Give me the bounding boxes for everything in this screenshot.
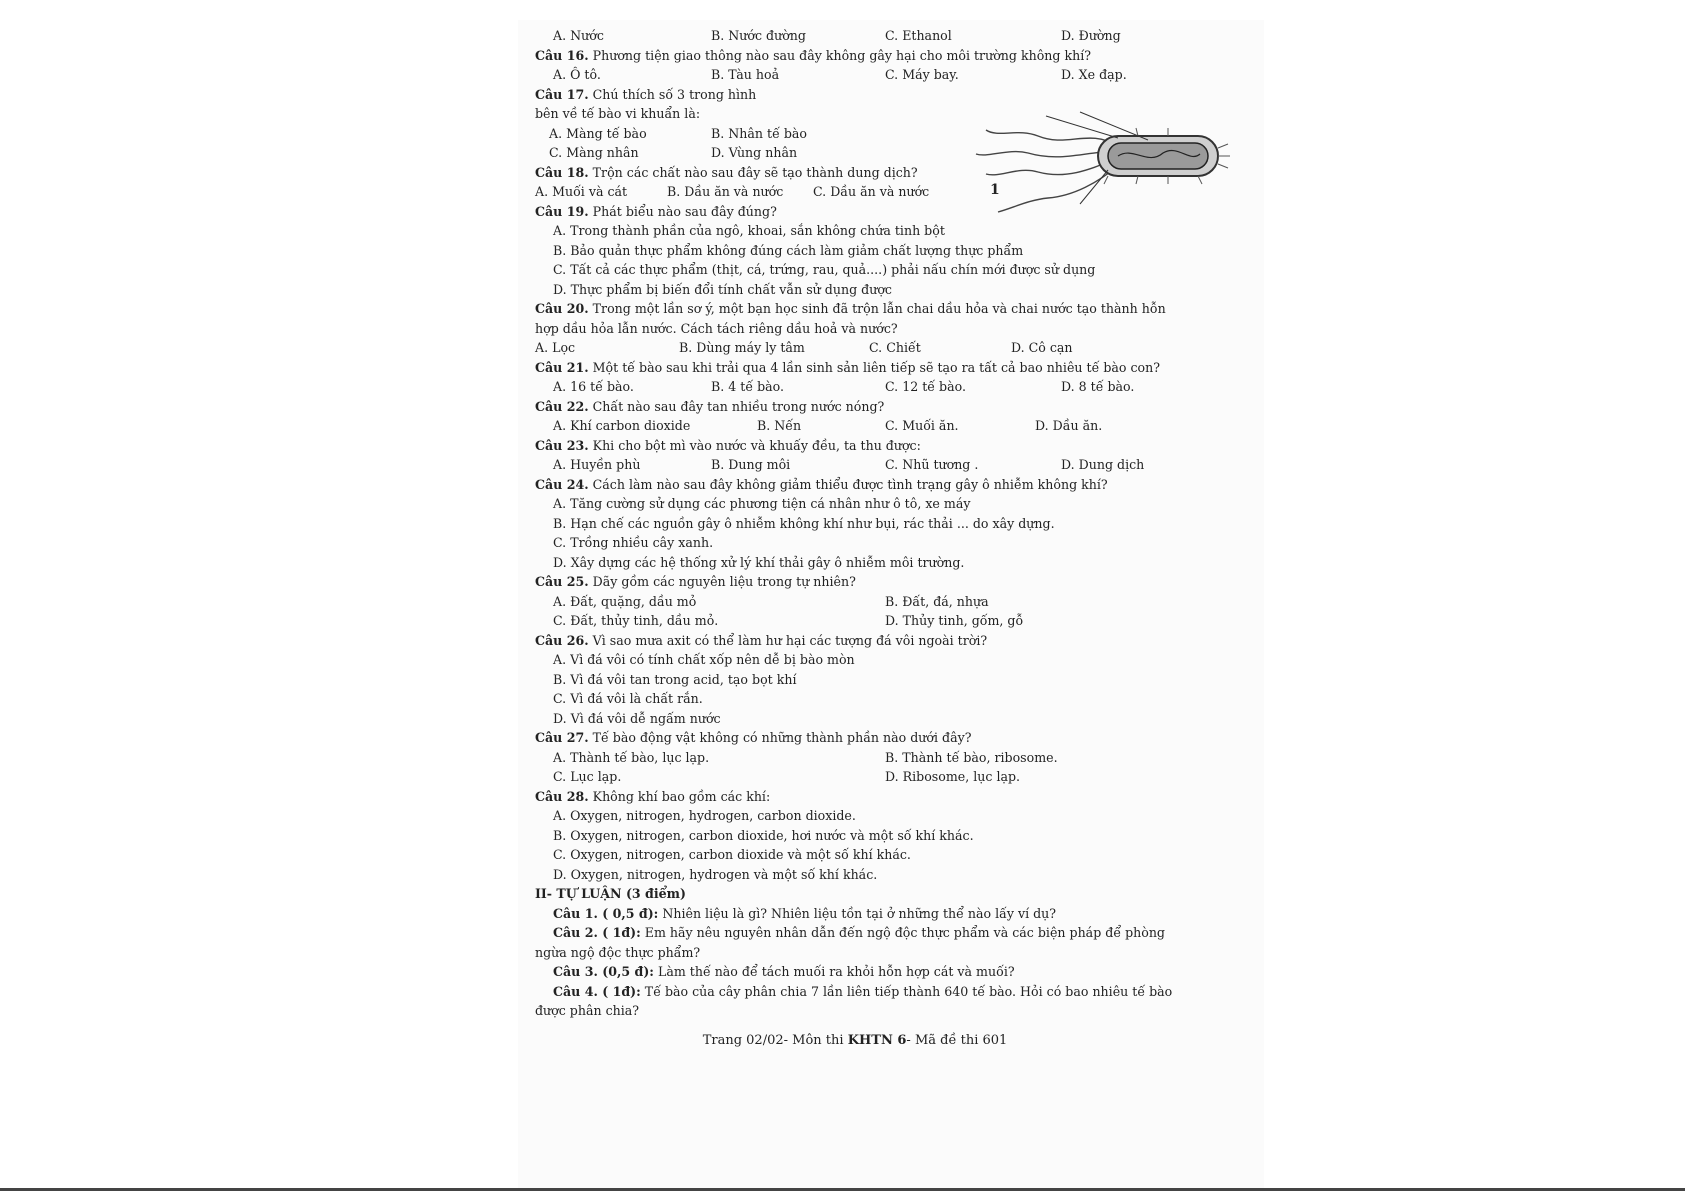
- option: C. Chiết: [869, 340, 921, 355]
- option: A. Thành tế bào, lục lạp.: [553, 749, 710, 765]
- question-23: [535, 436, 1215, 456]
- essay-label: Câu 1. ( 0,5 đ):: [553, 905, 659, 921]
- q25-options-2: [535, 611, 1215, 631]
- option: A. Đất, quặng, dầu mỏ: [553, 593, 697, 609]
- q20-options: [535, 338, 1215, 358]
- option: D. 8 tế bào.: [1061, 379, 1135, 394]
- question-number: Câu 20.: [535, 301, 589, 316]
- question-number: Câu 19.: [535, 203, 589, 219]
- question-number: Câu 16.: [535, 47, 589, 63]
- question-text: Khi cho bột mì vào nước và khuấy đều, ta thu được:: [592, 437, 921, 453]
- essay-text: Nhiên liệu là gì? Nhiên liệu tồn tại ở những thể nào lấy ví dụ?: [662, 905, 1057, 921]
- option: B. Hạn chế các nguồn gây ô nhiễm không khí như bụi, rác thải ... do xây dựng.: [553, 515, 1055, 531]
- option: C. Tất cả các thực phẩm (thịt, cá, trứng, rau, quả....) phải nấu chín mới được sử dụng: [553, 262, 1096, 277]
- essay-question-1: [535, 904, 1215, 924]
- page-footer: [535, 1031, 1175, 1051]
- question-number: Câu 25.: [535, 574, 589, 589]
- question-text: Cách làm nào sau đây không giảm thiểu được tình trạng gây ô nhiễm không khí?: [592, 476, 1108, 492]
- option: B. 4 tế bào.: [711, 379, 785, 394]
- option: A. Ô tô.: [553, 67, 601, 82]
- option: C. Màng nhân: [549, 145, 639, 160]
- question-25: [535, 572, 1215, 592]
- option: A. Huyền phù: [553, 457, 641, 472]
- option: B. Đất, đá, nhựa: [885, 593, 989, 609]
- option: D. Ribosome, lục lạp.: [885, 769, 1021, 784]
- question-24: [535, 475, 1215, 495]
- question-text: Phương tiện giao thông nào sau đây không gây hại cho môi trường không khí?: [592, 47, 1091, 63]
- option: D. Xây dựng các hệ thống xử lý khí thải gây ô nhiễm môi trường.: [553, 554, 965, 570]
- option: C. Dầu ăn và nước: [813, 184, 930, 199]
- option: D. Dầu ăn.: [1035, 418, 1103, 433]
- essay-label: Câu 4. ( 1đ):: [553, 983, 641, 999]
- question-text: Chất nào sau đây tan nhiều trong nước nóng?: [592, 398, 885, 414]
- essay-text-cont: được phân chia?: [535, 1003, 640, 1018]
- option: C. Máy bay.: [885, 67, 959, 82]
- question-text: Phát biểu nào sau đây đúng?: [592, 203, 777, 219]
- question-number: Câu 23.: [535, 437, 589, 453]
- option: D. Đường: [1061, 28, 1121, 43]
- option: B. Oxygen, nitrogen, carbon dioxide, hơi nước và một số khí khác.: [553, 827, 974, 843]
- option: B. Dầu ăn và nước: [667, 184, 784, 199]
- option: A. 16 tế bào.: [553, 379, 634, 394]
- option: C. Oxygen, nitrogen, carbon dioxide và một số khí khác.: [553, 847, 911, 862]
- essay-text: Làm thế nào để tách muối ra khỏi hỗn hợp cát và muối?: [657, 964, 1015, 979]
- question-number: Câu 27.: [535, 730, 589, 745]
- option: D. Thủy tinh, gốm, gỗ: [885, 613, 1024, 628]
- question-text: Trong một lần sơ ý, một bạn học sinh đã trộn lẫn chai dầu hỏa và chai nước tạo thành hỗn: [592, 301, 1166, 316]
- option: A. Màng tế bào: [549, 125, 647, 141]
- option: C. Trồng nhiều cây xanh.: [553, 535, 714, 550]
- question-number: Câu 26.: [535, 632, 589, 648]
- option: B. Thành tế bào, ribosome.: [885, 749, 1058, 765]
- question-17: [535, 85, 1215, 105]
- option: D. Vùng nhân: [711, 145, 798, 160]
- question-text: Tế bào động vật không có những thành phần nào dưới đây?: [592, 730, 972, 745]
- option: C. Nhũ tương .: [885, 457, 979, 472]
- q27-options-1: [535, 748, 1215, 768]
- option: B. Nước đường: [711, 28, 806, 43]
- question-number: Câu 21.: [535, 359, 589, 375]
- question-text: Vì sao mưa axit có thể làm hư hại các tượng đá vôi ngoài trời?: [592, 632, 988, 648]
- question-text: Dãy gồm các nguyên liệu trong tự nhiên?: [592, 574, 856, 589]
- essay-text-cont: ngừa ngộ độc thực phẩm?: [535, 944, 701, 960]
- essay-text: Em hãy nêu nguyên nhân dẫn đến ngộ độc thực phẩm và các biện pháp để phòng: [644, 925, 1165, 940]
- question-26: [535, 631, 1215, 651]
- option: D. Vì đá vôi dễ ngấm nước: [553, 710, 721, 726]
- question-number: Câu 24.: [535, 476, 589, 492]
- question-number: Câu 17.: [535, 86, 589, 102]
- question-22: [535, 397, 1215, 417]
- option: D. Dung dịch: [1061, 457, 1145, 472]
- option: A. Nước: [553, 28, 604, 43]
- option: B. Dung môi: [711, 457, 791, 472]
- essay-text: Tế bào của cây phân chia 7 lần liên tiếp thành 640 tế bào. Hỏi có bao nhiêu tế bào: [644, 983, 1173, 999]
- question-text: Trộn các chất nào sau đây sẽ tạo thành dung dịch?: [592, 164, 918, 180]
- q15-options: [535, 26, 1215, 46]
- option: A. Tăng cường sử dụng các phương tiện cá nhân như ô tô, xe máy: [553, 496, 971, 511]
- question-text: Chú thích số 3 trong hình: [592, 86, 757, 102]
- option: C. Vì đá vôi là chất rắn.: [553, 691, 703, 706]
- question-text: Một tế bào sau khi trải qua 4 lần sinh sản liên tiếp sẽ tạo ra tất cả bao nhiêu tế bào con?: [592, 359, 1160, 375]
- q22-options: [535, 416, 1215, 436]
- option: D. Oxygen, nitrogen, hydrogen và một số khí khác.: [553, 866, 878, 882]
- option: B. Vì đá vôi tan trong acid, tạo bọt khí: [553, 671, 797, 687]
- essay-question-2: [535, 923, 1215, 943]
- footer-subject: KHTN 6: [847, 1032, 907, 1048]
- option: C. Đất, thủy tinh, dầu mỏ.: [553, 613, 719, 628]
- option: B. Tàu hoả: [711, 67, 780, 82]
- option: A. Lọc: [535, 340, 576, 355]
- option: C. Lục lạp.: [553, 769, 622, 784]
- essay-question-3: [535, 962, 1215, 982]
- essay-label: Câu 3. (0,5 đ):: [553, 964, 654, 979]
- essay-label: Câu 2. ( 1đ):: [553, 925, 641, 940]
- option: A. Vì đá vôi có tính chất xốp nên dễ bị bào mòn: [553, 652, 855, 667]
- question-text-cont: hợp dầu hỏa lẫn nước. Cách tách riêng dầu hoả và nước?: [535, 320, 898, 336]
- option: B. Nhân tế bào: [711, 125, 807, 141]
- question-text-cont: bên về tế bào vi khuẩn là:: [535, 106, 701, 121]
- question-16: [535, 46, 1215, 66]
- option: D. Xe đạp.: [1061, 67, 1127, 82]
- option: A. Muối và cát: [535, 184, 628, 199]
- question-number: Câu 22.: [535, 398, 589, 414]
- option: B. Bảo quản thực phẩm không đúng cách làm giảm chất lượng thực phẩm: [553, 242, 1024, 258]
- option: C. Muối ăn.: [885, 418, 959, 433]
- q27-options-2: [535, 767, 1215, 787]
- option: B. Dùng máy ly tâm: [679, 340, 805, 355]
- option: B. Nến: [757, 418, 802, 433]
- q23-options: [535, 455, 1215, 475]
- question-21: [535, 358, 1215, 378]
- footer-suffix: - Mã đề thi 601: [906, 1032, 1008, 1048]
- flagella: [976, 130, 1120, 212]
- option: C. 12 tế bào.: [885, 379, 966, 394]
- question-number: Câu 28.: [535, 788, 589, 804]
- q21-options: [535, 377, 1215, 397]
- option: A. Trong thành phần của ngô, khoai, sắn không chứa tinh bột: [553, 223, 945, 238]
- bacterium-figure: [968, 108, 1268, 218]
- footer-prefix: Trang 02/02- Môn thi: [702, 1032, 844, 1048]
- option: D. Thực phẩm bị biến đổi tính chất vẫn sử dụng được: [553, 281, 892, 297]
- question-28: [535, 787, 1215, 807]
- q25-options-1: [535, 592, 1215, 612]
- option: D. Cô cạn: [1011, 340, 1073, 355]
- cell-body: [1098, 136, 1218, 176]
- section-heading: II- TỰ LUẬN (3 điểm): [535, 886, 686, 901]
- question-number: Câu 18.: [535, 164, 589, 180]
- figure-label: 1: [990, 182, 1000, 198]
- option: A. Oxygen, nitrogen, hydrogen, carbon dioxide.: [553, 808, 856, 823]
- question-27: [535, 728, 1215, 748]
- essay-question-4: [535, 982, 1215, 1002]
- question-20: [535, 299, 1215, 319]
- question-text: Không khí bao gồm các khí:: [592, 788, 771, 804]
- q16-options: [535, 65, 1215, 85]
- option: C. Ethanol: [885, 28, 952, 43]
- option: A. Khí carbon dioxide: [553, 418, 691, 433]
